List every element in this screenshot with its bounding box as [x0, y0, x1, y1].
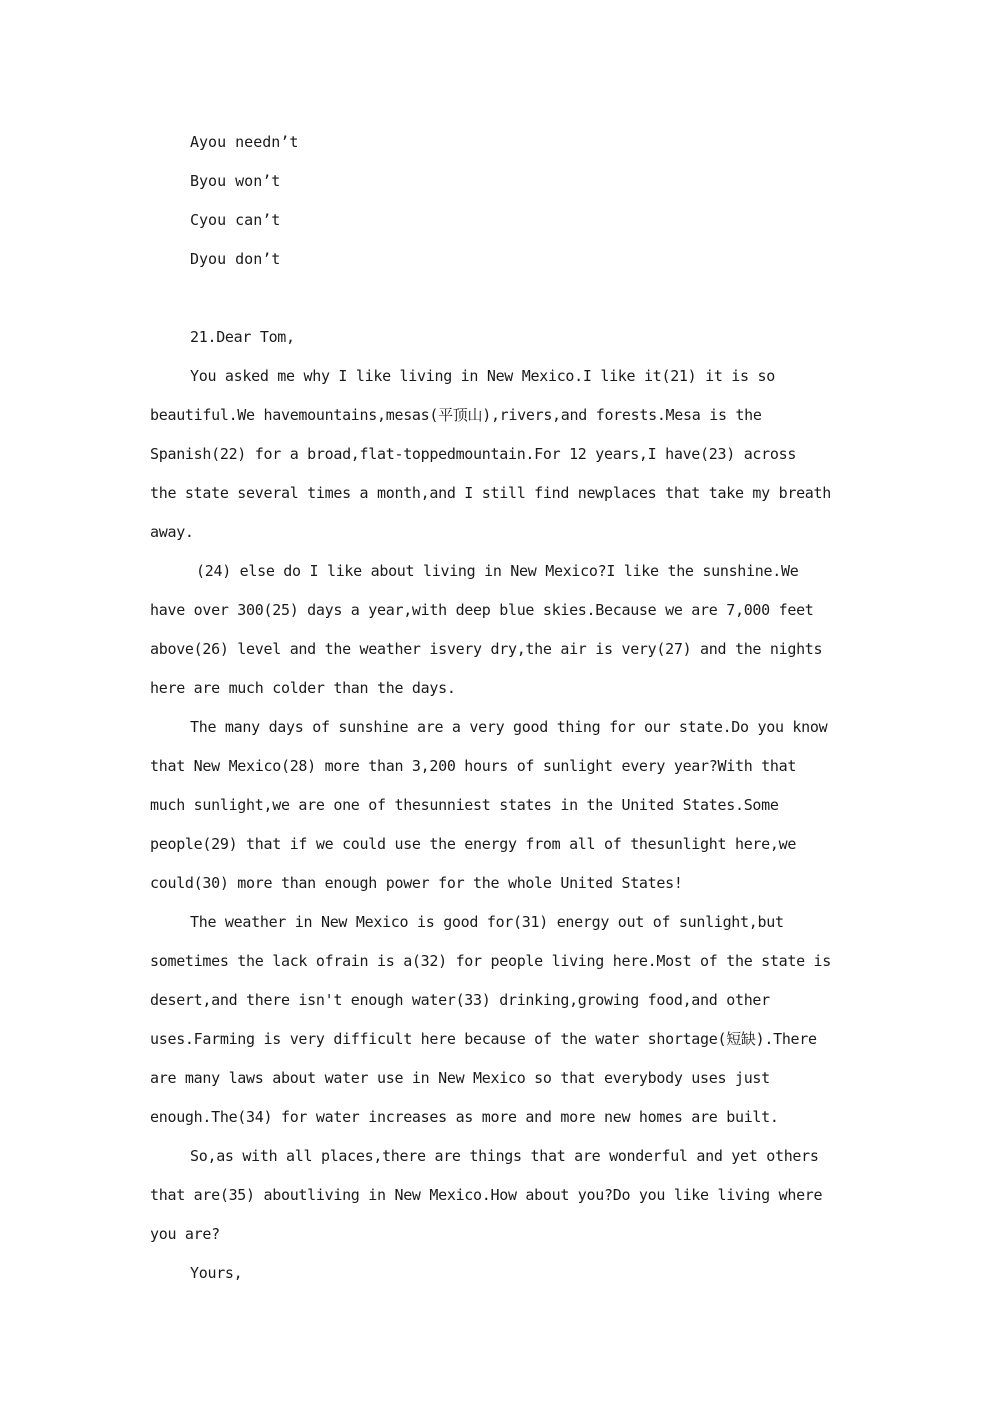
paragraph-line: sometimes the lack ofrain is a(32) for people living here.Most of the state is — [150, 952, 832, 970]
letter-passage — [150, 326, 850, 1301]
letter-greeting: 21.Dear Tom, — [190, 328, 295, 346]
paragraph-line: (24) else do I like about living in New Mexico?I like the sunshine.We — [196, 562, 799, 580]
paragraph-line: The weather in New Mexico is good for(31) energy out of sunlight,but — [190, 913, 784, 931]
paragraph-line: above(26) level and the weather isvery dry,the air is very(27) and the nights — [150, 640, 823, 658]
paragraph-line: people(29) that if we could use the energy from all of thesunlight here,we — [150, 835, 797, 853]
paragraph-line: enough.The(34) for water increases as more and more new homes are built. — [150, 1108, 779, 1126]
paragraph-line: The many days of sunshine are a very good thing for our state.Do you know — [190, 718, 828, 736]
paragraph-line: Spanish(22) for a broad,flat-toppedmountain.For 12 years,I have(23) across — [150, 445, 797, 463]
option-c: Cyou can’t — [190, 211, 281, 229]
option-b: Byou won’t — [190, 172, 281, 190]
paragraph-line: have over 300(25) days a year,with deep blue skies.Because we are 7,000 feet — [150, 601, 814, 619]
paragraph-line: beautiful.We havemountains,mesas(平顶山),rivers,and forests.Mesa is the — [150, 406, 762, 424]
paragraph-line: You asked me why I like living in New Mexico.I like it(21) it is so — [190, 367, 775, 385]
paragraph-line: that are(35) aboutliving in New Mexico.How about you?Do you like living where — [150, 1186, 823, 1204]
paragraph-line: that New Mexico(28) more than 3,200 hours of sunlight every year?With that — [150, 757, 797, 775]
paragraph-line: could(30) more than enough power for the whole United States! — [150, 874, 683, 892]
letter-closing: Yours, — [190, 1264, 243, 1282]
paragraph-line: away. — [150, 523, 194, 541]
paragraph-line: much sunlight,we are one of thesunniest states in the United States.Some — [150, 796, 779, 814]
paragraph-line: the state several times a month,and I still find newplaces that take my breath — [150, 484, 832, 502]
paragraph-line: you are? — [150, 1225, 220, 1243]
option-a: Ayou needn’t — [190, 133, 299, 151]
paragraph-line: here are much colder than the days. — [150, 679, 456, 697]
answer-options — [190, 131, 590, 287]
paragraph-line: are many laws about water use in New Mexico so that everybody uses just — [150, 1069, 770, 1087]
option-d: Dyou don’t — [190, 250, 281, 268]
paragraph-line: So,as with all places,there are things that are wonderful and yet others — [190, 1147, 819, 1165]
paragraph-line: desert,and there isn't enough water(33) drinking,growing food,and other — [150, 991, 770, 1009]
paragraph-line: uses.Farming is very difficult here because of the water shortage(短缺).There — [150, 1030, 817, 1048]
